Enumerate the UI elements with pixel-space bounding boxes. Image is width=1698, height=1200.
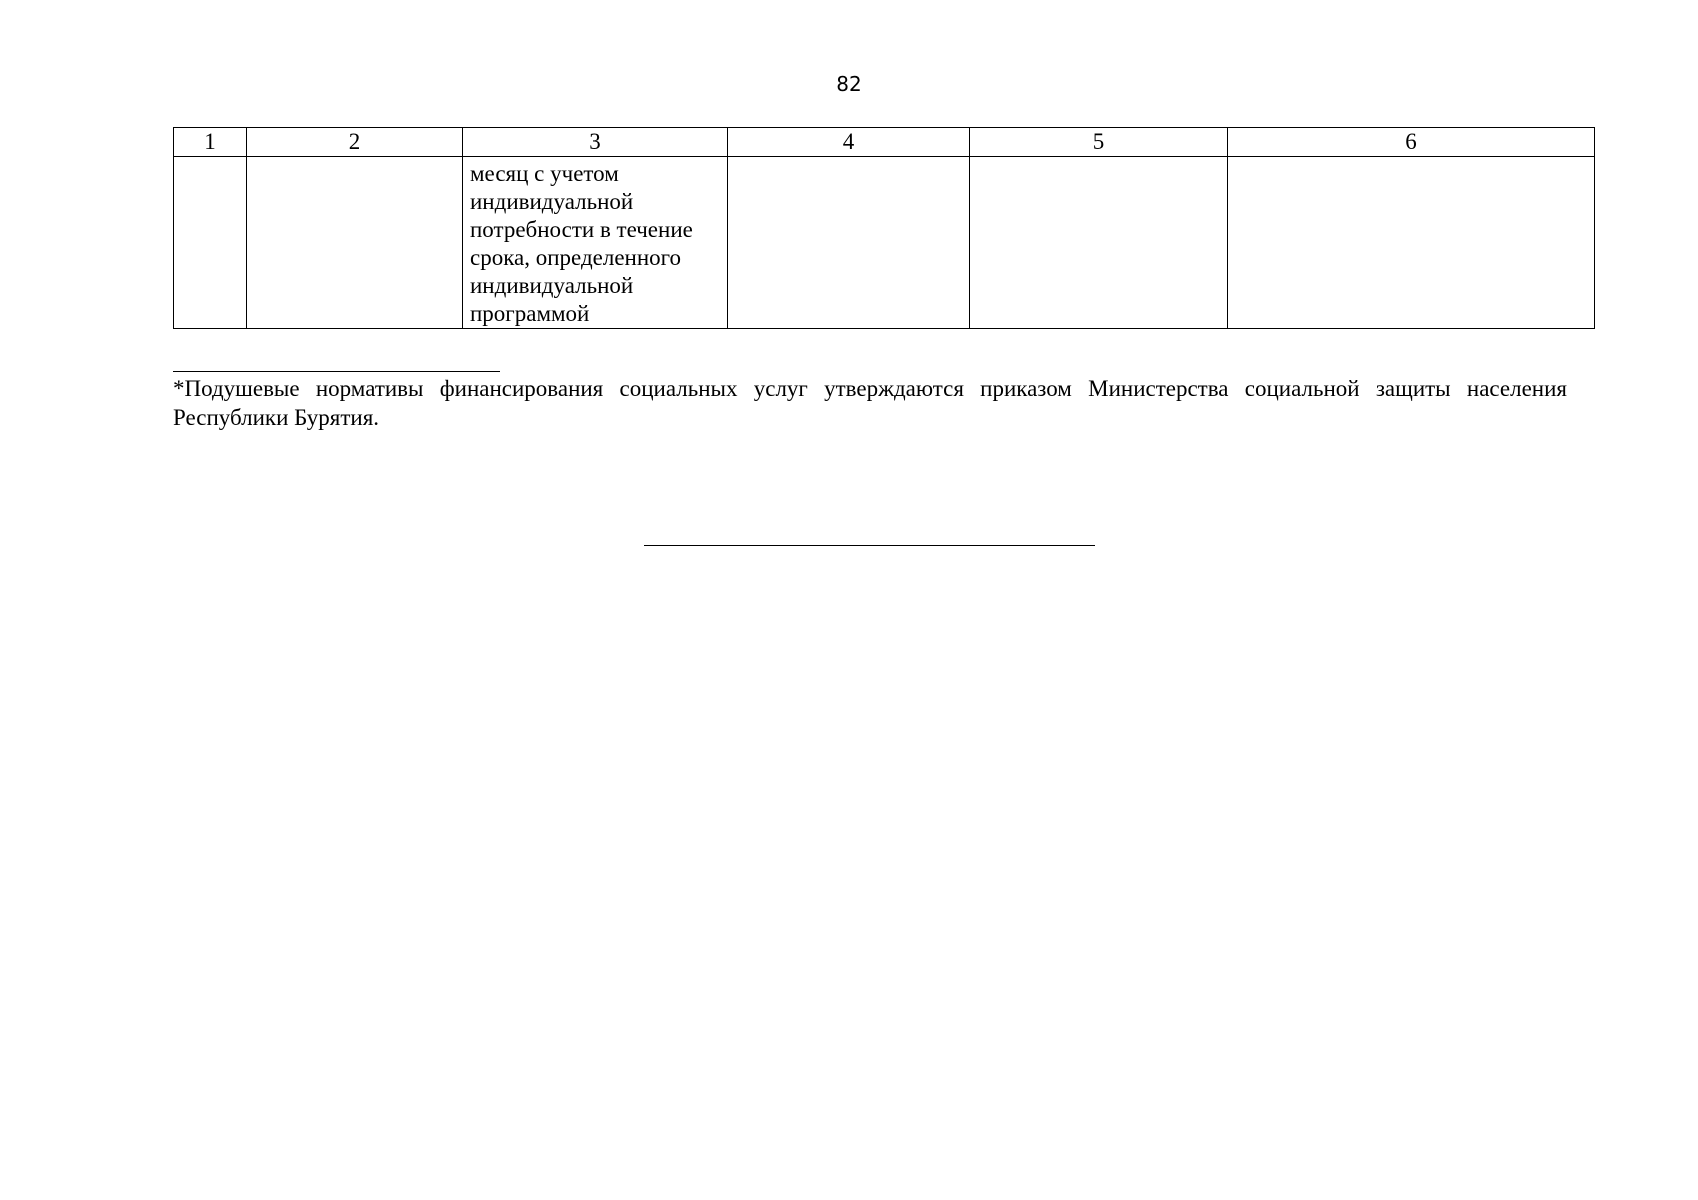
table-row [174,157,1595,329]
cell-text-line: индивидуальной [470,189,634,214]
table-cell-col4 [728,157,970,329]
column-header-2: 2 [247,128,463,157]
column-header-5: 5 [970,128,1228,157]
column-header-1: 1 [174,128,247,157]
table-cell-col2 [247,157,463,329]
table-cell-col3 [463,157,728,329]
end-of-document-rule [644,545,1095,546]
cell-text-line: программой [470,301,590,326]
column-header-4: 4 [728,128,970,157]
table-cell-col5 [970,157,1228,329]
footnote-separator [173,371,500,372]
table-cell-col1 [174,157,247,329]
column-header-3: 3 [463,128,728,157]
column-header-6: 6 [1228,128,1595,157]
services-table [173,127,1595,329]
cell-text-line: месяц с учетом [470,161,619,186]
table-cell-col6 [1228,157,1595,329]
page-number: 82 [836,72,862,96]
footnote-text: *Подушевые нормативы финансирования социальных услуг утверждаются приказом Министерства социальной защиты населения Республики Бурятия. [173,376,1567,430]
cell-text-line: индивидуальной [470,273,634,298]
cell-text-line: срока, определенного [470,245,682,270]
cell-text-line: потребности в течение [470,217,693,242]
table-header-row [174,128,1595,157]
